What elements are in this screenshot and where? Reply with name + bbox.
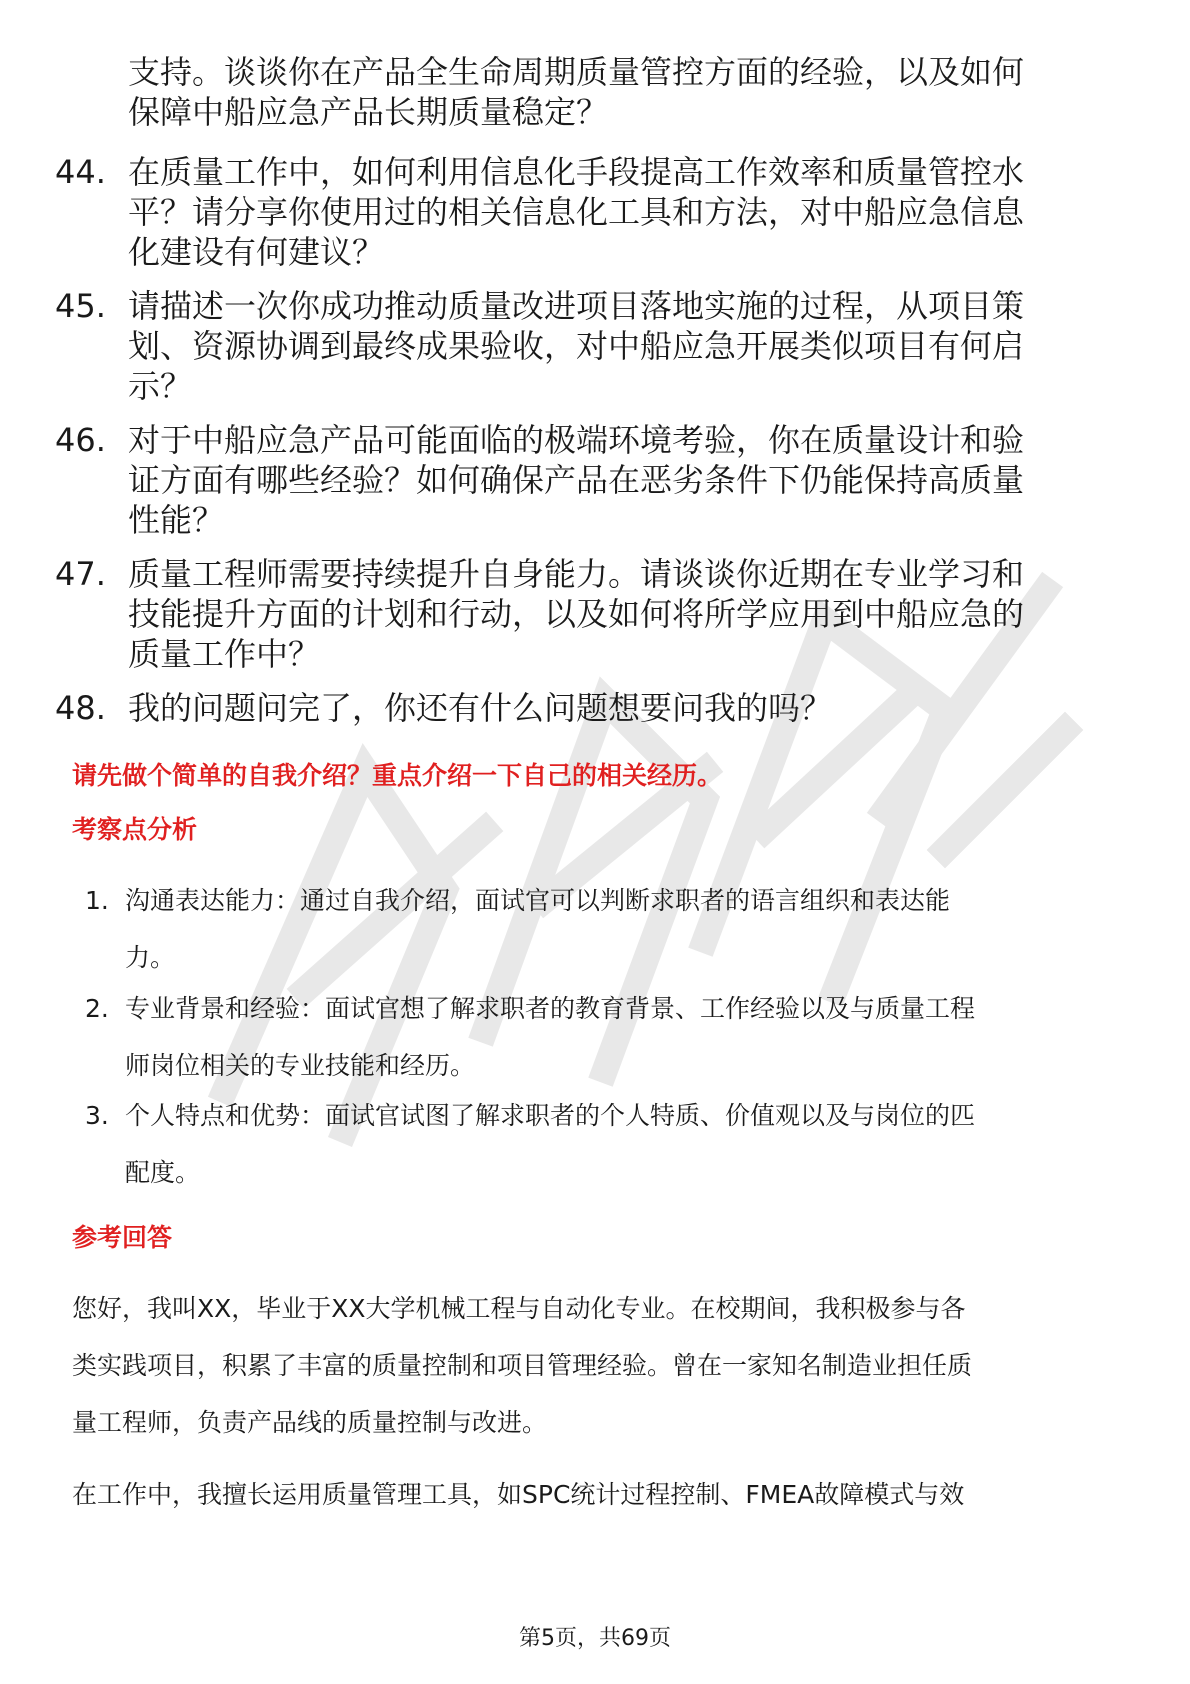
answer-paragraph-1 [72,1280,1132,1451]
analysis-item-line: 力。 [125,943,176,972]
question-text-line: 技能提升方面的计划和行动，以及如何将所学应用到中船应急的 [128,595,1025,633]
analysis-item-line: 配度。 [125,1158,201,1187]
analysis-item-line: 个人特点和优势：面试官试图了解求职者的个人特质、价值观以及与岗位的匹 [125,1101,976,1130]
question-text-line: 划、资源协调到最终成果验收，对中船应急开展类似项目有何启 [128,327,1025,365]
analysis-item-number: 1. [85,886,109,915]
answer-heading: 参考回答 [72,1223,173,1252]
question-number: 47. [55,555,106,593]
analysis-item-line: 专业背景和经验：面试官想了解求职者的教育背景、工作经验以及与质量工程 [125,994,976,1023]
question-number: 46. [55,421,106,459]
question-text-line: 质量工程师需要持续提升自身能力。请谈谈你近期在专业学习和 [128,555,1025,593]
question-continuation-line-2: 保障中船应急产品长期质量稳定？ [128,93,609,131]
analysis-item-number: 2. [85,994,109,1023]
page-number-footer: 第5页，共69页 [519,1626,671,1651]
question-number: 44. [55,153,106,191]
question-text-line: 性能？ [128,501,225,539]
question-text-line: 示？ [128,367,193,405]
answer-line: 类实践项目，积累了丰富的质量控制和项目管理经验。曾在一家知名制造业担任质 [72,1351,973,1380]
answer-paragraph-2 [72,1466,1132,1523]
analysis-item-line: 师岗位相关的专业技能和经历。 [125,1051,476,1080]
question-text-line: 请描述一次你成功推动质量改进项目落地实施的过程，从项目策 [128,287,1025,325]
question-number: 45. [55,287,106,325]
answer-line: 量工程师，负责产品线的质量控制与改进。 [72,1408,548,1437]
analysis-item-line: 沟通表达能力：通过自我介绍，面试官可以判断求职者的语言组织和表达能 [125,886,951,915]
question-text-line: 我的问题问完了，你还有什么问题想要问我的吗？ [128,689,833,727]
question-text-line: 对于中船应急产品可能面临的极端环境考验，你在质量设计和验 [128,421,1025,459]
question-text-line: 质量工作中？ [128,635,321,673]
answer-line: 在工作中，我擅长运用质量管理工具，如SPC统计过程控制、FMEA故障模式与效 [72,1480,965,1509]
answer-line: 您好，我叫XX，毕业于XX大学机械工程与自动化专业。在校期间，我积极参与各 [72,1294,966,1323]
question-text-line: 证方面有哪些经验？如何确保产品在恶劣条件下仍能保持高质量 [128,461,1025,499]
analysis-heading: 考察点分析 [72,815,198,844]
question-text-line: 化建设有何建议？ [128,233,385,271]
featured-question-heading: 请先做个简单的自我介绍？重点介绍一下自己的相关经历。 [72,761,723,790]
question-number: 48. [55,689,106,727]
question-continuation-line-1: 支持。谈谈你在产品全生命周期质量管控方面的经验，以及如何 [128,53,1025,91]
question-text-line: 平？请分享你使用过的相关信息化工具和方法，对中船应急信息 [128,193,1025,231]
question-text-line: 在质量工作中，如何利用信息化手段提高工作效率和质量管控水 [128,153,1025,191]
analysis-item-number: 3. [85,1101,109,1130]
